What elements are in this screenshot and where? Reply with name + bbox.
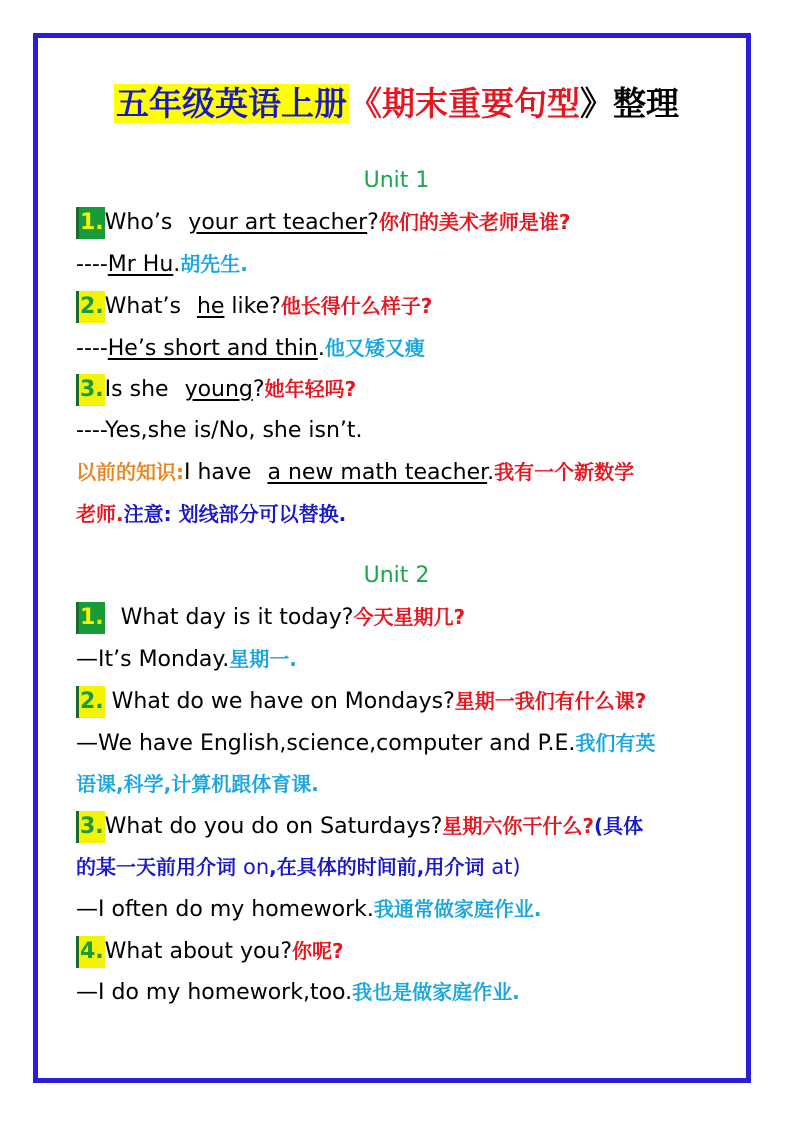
- a1-post: .: [173, 252, 181, 277]
- q2-chinese: 他长得什么样子?: [280, 294, 433, 318]
- a2-chinese: 他又矮又瘦: [324, 336, 425, 360]
- a2-dash: ----: [76, 336, 108, 361]
- prev-pre: I have: [184, 460, 252, 485]
- title-main: 期末重要句型: [382, 84, 580, 123]
- u2a4-chinese: 我也是做家庭作业.: [352, 980, 520, 1004]
- u2a1-english: —It’s Monday.: [76, 647, 230, 672]
- unit2-q1: [76, 601, 726, 634]
- u2q4-english: What about you?: [104, 939, 293, 964]
- q1-underlined: your art teacher: [188, 210, 368, 235]
- u2a2-chinese-cont: 语课,科学,计算机跟体育课.: [76, 772, 319, 796]
- u2a1-chinese: 星期一.: [229, 647, 297, 671]
- u2q3-chinese: 星期六你干什么?: [442, 814, 595, 838]
- title-tail: 整理: [613, 84, 679, 123]
- unit2-a3: [76, 893, 726, 926]
- prev-note: 注意: 划线部分可以替换.: [123, 502, 347, 526]
- u2q3-note: (具体: [594, 814, 644, 838]
- prev-chinese: 我有一个新数学: [494, 460, 635, 484]
- note-text-a: 的某一天前用介词: [76, 855, 243, 879]
- u2q2-chinese: 星期一我们有什么课?: [454, 689, 647, 713]
- u2a3-chinese: 我通常做家庭作业.: [373, 897, 542, 921]
- unit1-q1: [76, 206, 726, 239]
- number-badge: 3.: [76, 811, 105, 843]
- title-open-bracket: 《: [349, 84, 382, 123]
- unit1-a1: [76, 248, 726, 281]
- q3-post: ?: [252, 377, 265, 402]
- number-badge: 3.: [76, 374, 105, 406]
- number-badge: 1.: [76, 207, 105, 239]
- unit2-q4: [76, 935, 726, 968]
- q2-underlined: he: [196, 294, 225, 319]
- q3-chinese: 她年轻吗?: [264, 377, 357, 401]
- a2-post: .: [317, 336, 325, 361]
- unit2-a4: [76, 976, 726, 1009]
- a1-chinese: 胡先生.: [180, 252, 248, 276]
- unit2-a1: [76, 643, 726, 676]
- unit2-q2: [76, 685, 726, 718]
- page-title: [0, 78, 793, 130]
- unit1-a3: ----Yes,she is/No, she isn’t.: [76, 418, 363, 443]
- q1-pre: Who’s: [104, 210, 173, 235]
- q2-post: like?: [224, 294, 281, 319]
- number-badge: 1.: [76, 602, 105, 634]
- u2a4-english: —I do my homework,too.: [76, 980, 353, 1005]
- q1-chinese: 你们的美术老师是谁?: [378, 210, 571, 234]
- unit2-heading: Unit 2: [363, 563, 430, 588]
- q3-underlined: young: [184, 377, 253, 402]
- unit2-a2-cont: [76, 768, 726, 801]
- unit1-heading: Unit 1: [363, 168, 430, 193]
- u2q1-chinese: 今天星期几?: [353, 605, 466, 629]
- number-badge: 2.: [76, 291, 105, 323]
- u2q4-chinese: 你呢?: [292, 939, 344, 963]
- unit1-q3: [76, 373, 726, 406]
- u2a2-chinese: 我们有英: [575, 731, 656, 755]
- u2a3-english: —I often do my homework.: [76, 897, 374, 922]
- number-badge: 4.: [76, 936, 105, 968]
- unit2-a2: [76, 727, 726, 760]
- unit1-prev-knowledge: [76, 456, 726, 489]
- prev-chinese-cont: 老师.: [76, 502, 124, 526]
- note-text-c: ,在具体的时间前,用介词: [269, 855, 492, 879]
- title-highlight: 五年级英语上册: [116, 84, 347, 123]
- a1-underlined: Mr Hu: [107, 252, 174, 277]
- unit1-a2: [76, 332, 726, 365]
- a2-underlined: He’s short and thin: [107, 336, 318, 361]
- title-close-bracket: 》: [580, 84, 613, 123]
- note-at: at): [491, 855, 521, 879]
- note-on: on: [242, 855, 270, 879]
- prev-label: 以前的知识:: [76, 460, 184, 484]
- prev-post: .: [487, 460, 495, 485]
- prev-underlined: a new math teacher: [267, 460, 488, 485]
- number-badge: 2.: [76, 686, 105, 718]
- a1-dash: ----: [76, 252, 108, 277]
- unit1-q2: [76, 290, 726, 323]
- unit2-q3-note: [76, 851, 726, 884]
- u2q2-english: What do we have on Mondays?: [111, 689, 455, 714]
- q1-post: ?: [367, 210, 379, 235]
- q3-pre: Is she: [104, 377, 169, 402]
- unit1-prev-knowledge-cont: [76, 498, 726, 531]
- u2a2-english: —We have English,science,computer and P.E.: [76, 731, 576, 756]
- u2q1-english: What day is it today?: [120, 605, 354, 630]
- q2-pre: What’s: [104, 294, 181, 319]
- u2q3-english: What do you do on Saturdays?: [104, 814, 443, 839]
- unit2-q3: [76, 810, 726, 843]
